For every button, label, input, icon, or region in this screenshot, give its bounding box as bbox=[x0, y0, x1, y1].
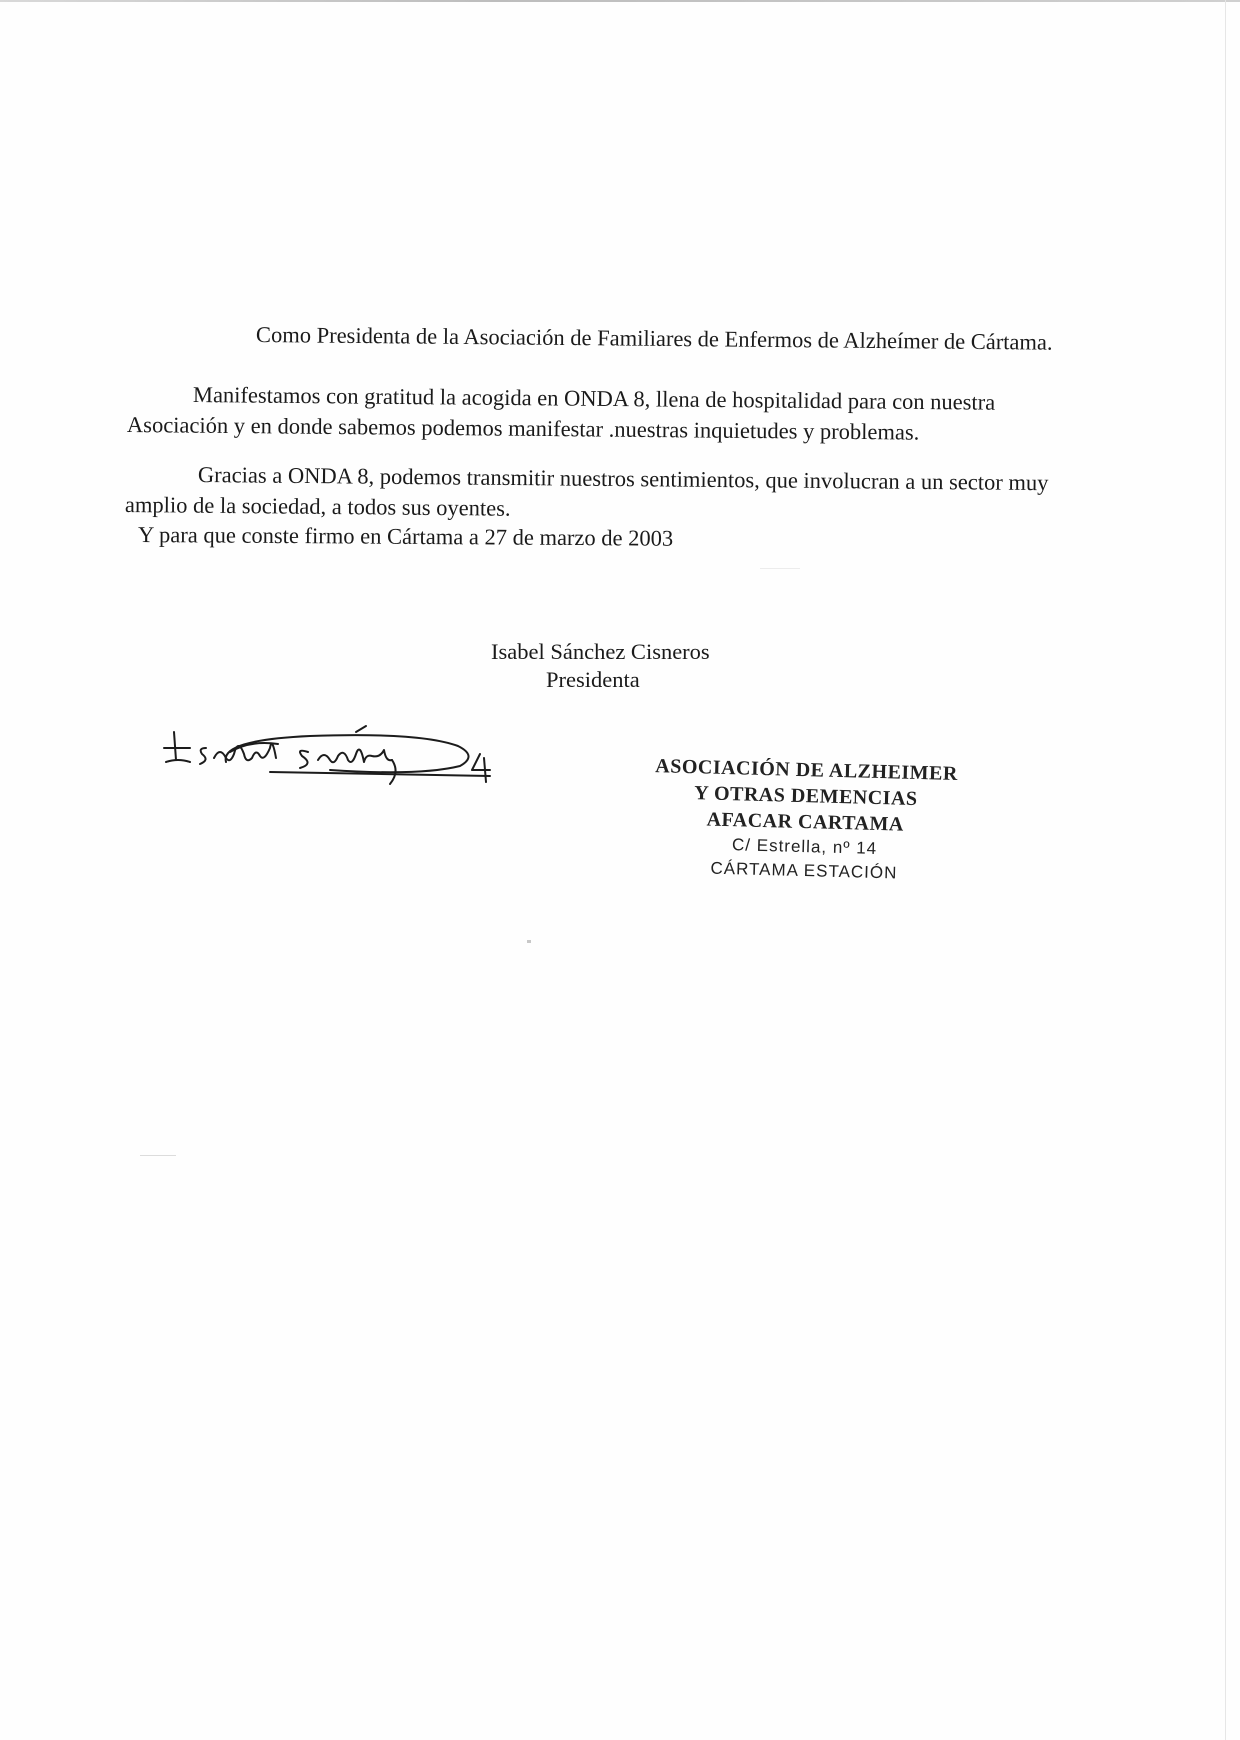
scan-top-edge bbox=[0, 0, 1240, 2]
letter-paragraph-1-line-2: Asociación y en donde sabemos podemos manifestar .nuestras inquietudes y problemas. bbox=[126, 412, 920, 445]
signatory-role: Presidenta bbox=[546, 667, 640, 692]
stamp-town: CÁRTAMA ESTACIÓN bbox=[710, 858, 898, 883]
letter-opening: Como Presidenta de la Asociación de Familiares de Enfermos de Alzheímer de Cártama. bbox=[255, 322, 1053, 355]
scan-speck bbox=[527, 940, 531, 943]
stamp-line-3: AFACAR CARTAMA bbox=[706, 808, 905, 836]
stamp-address: C/ Estrella, nº 14 bbox=[731, 835, 878, 858]
scan-right-edge bbox=[1225, 0, 1226, 1740]
handwritten-signature bbox=[160, 718, 550, 808]
scan-speck bbox=[760, 568, 800, 569]
signatory-name: Isabel Sánchez Cisneros bbox=[491, 639, 710, 664]
association-stamp bbox=[609, 752, 1002, 888]
letter-closing: Y para que conste firmo en Cártama a 27 de marzo de 2003 bbox=[137, 522, 674, 551]
stamp-line-2: Y OTRAS DEMENCIAS bbox=[693, 782, 918, 811]
letter-paragraph-2-line-2: amplio de la sociedad, a todos sus oyentes. bbox=[124, 492, 511, 521]
stamp-line-1: ASOCIACIÓN DE ALZHEIMER bbox=[655, 755, 959, 786]
letter-paragraph-1-line-1: Manifestamos con gratitud la acogida en ONDA 8, llena de hospitalidad para con nuestra bbox=[192, 382, 996, 415]
scan-speck bbox=[140, 1155, 176, 1156]
letter-paragraph-2-line-1: Gracias a ONDA 8, podemos transmitir nuestros sentimientos, que involucran a un sector muy bbox=[197, 462, 1049, 496]
